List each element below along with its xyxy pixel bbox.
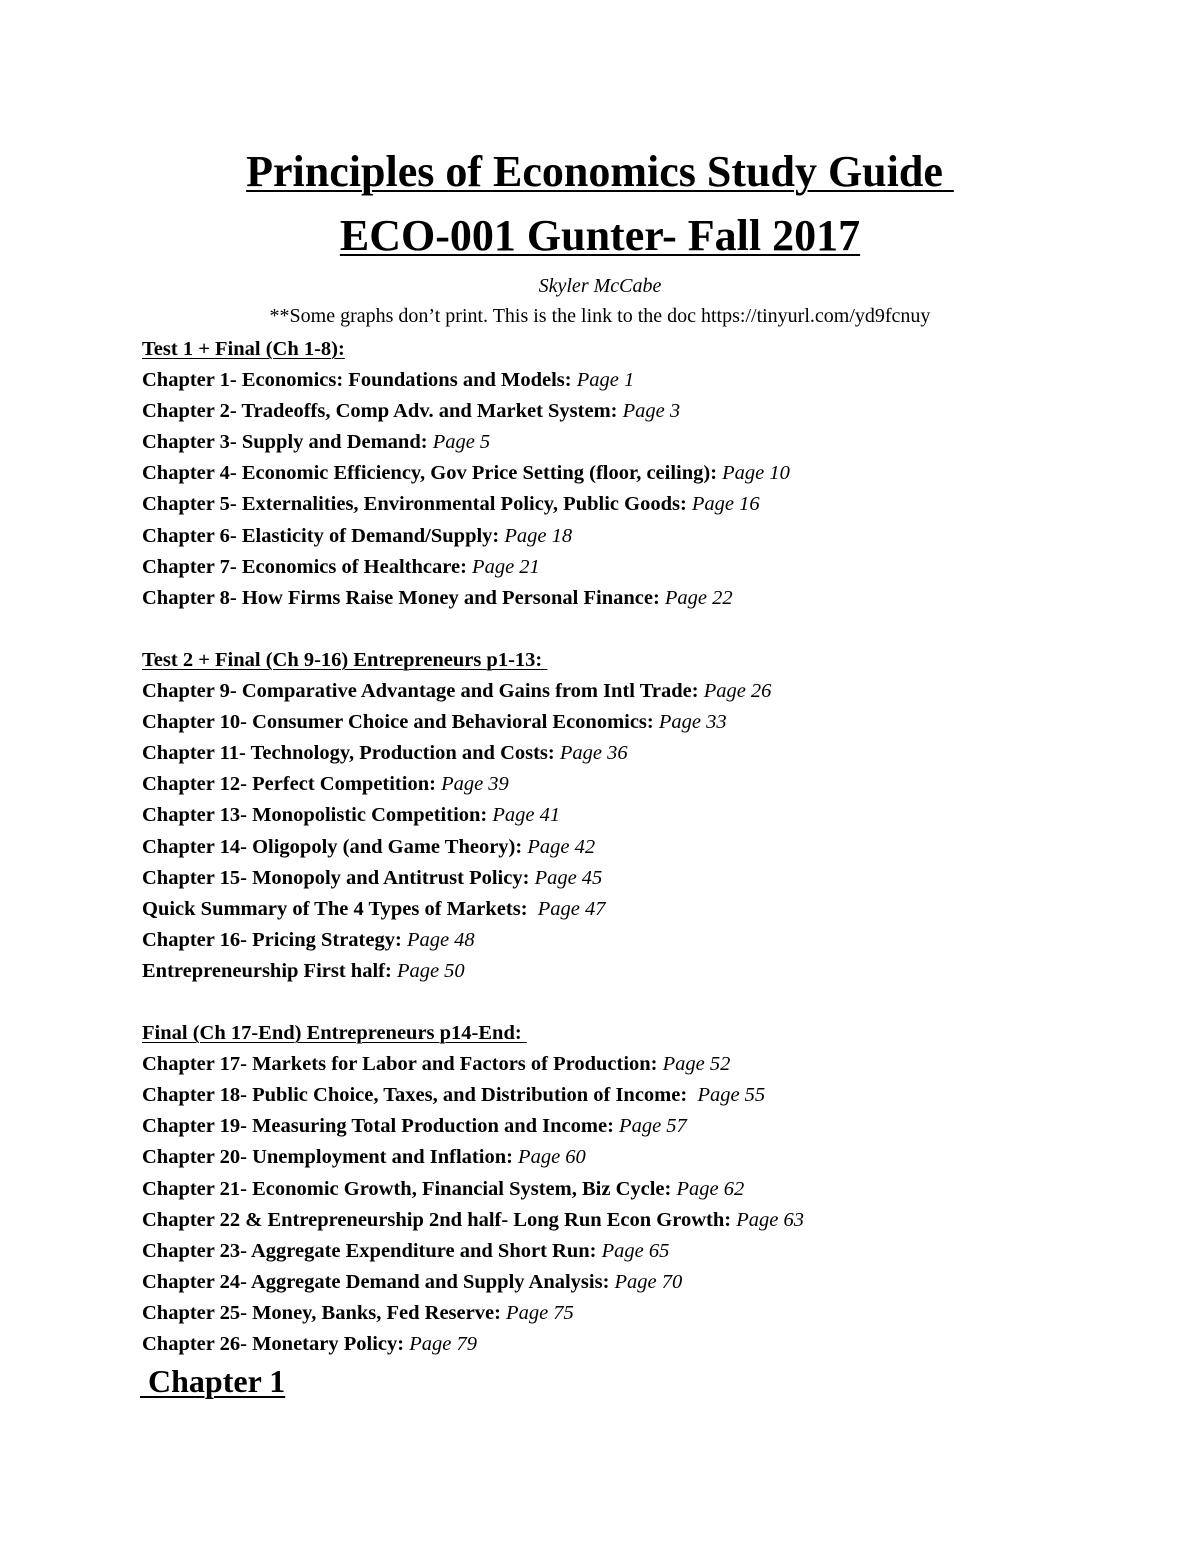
toc-entry-label: Chapter 18- Public Choice, Taxes, and Distribution of Income: xyxy=(142,1084,698,1107)
toc-entry-label: Chapter 17- Markets for Labor and Factors of Production: xyxy=(142,1053,663,1076)
document-subtitle: ECO-001 Gunter- Fall 2017 xyxy=(339,211,861,260)
toc-entry xyxy=(142,1049,1142,1080)
toc-entry xyxy=(142,956,1142,987)
toc-entry xyxy=(142,396,1142,427)
section-heading-text: Test 2 + Final (Ch 9-16) Entrepreneurs p1-13: xyxy=(142,648,548,671)
toc-entry-label: Chapter 13- Monopolistic Competition: xyxy=(142,804,493,827)
toc-entry-page: Page 18 xyxy=(504,524,573,547)
toc-entry-page: Page 47 xyxy=(537,897,606,920)
toc-entry xyxy=(142,1298,1142,1329)
toc-entry-page: Page 55 xyxy=(697,1084,766,1107)
toc-entry xyxy=(142,1329,1142,1360)
toc-entry-label: Chapter 26- Monetary Policy: xyxy=(142,1333,410,1355)
toc-entry xyxy=(142,1111,1142,1142)
toc-entry-label: Chapter 14- Oligopoly (and Game Theory): xyxy=(142,835,528,858)
toc-entry-page: Page 60 xyxy=(518,1146,586,1169)
toc-entry xyxy=(142,707,1142,738)
toc-entry xyxy=(142,676,1142,707)
toc-entry-page: Page 5 xyxy=(432,431,491,454)
toc-entry-label: Chapter 19- Measuring Total Production and Income: xyxy=(142,1115,620,1138)
toc-entry xyxy=(142,800,1142,831)
toc-entry-page: Page 33 xyxy=(658,711,727,734)
toc-entry-page: Page 63 xyxy=(736,1208,804,1231)
toc-entry-label: Chapter 22 & Entrepreneurship 2nd half- Long Run Econ Growth: xyxy=(142,1208,737,1231)
toc-entry-label: Chapter 7- Economics of Healthcare: xyxy=(142,555,473,578)
toc-entry-label: Chapter 12- Perfect Competition: xyxy=(142,773,442,796)
toc-entry-page: Page 65 xyxy=(601,1239,670,1262)
toc-entry-label: Chapter 9- Comparative Advantage and Gains from Intl Trade: xyxy=(142,680,704,703)
toc-entry-page: Page 10 xyxy=(722,462,790,485)
toc-entry xyxy=(142,1267,1142,1298)
toc-entry xyxy=(142,832,1142,863)
toc-entry-label: Chapter 16- Pricing Strategy: xyxy=(142,928,407,951)
toc-entry-page: Page 42 xyxy=(527,835,596,858)
toc-entry-page: Page 75 xyxy=(506,1301,574,1324)
toc-entry-label: Chapter 6- Elasticity of Demand/Supply: xyxy=(142,524,505,547)
toc-entry-page: Page 22 xyxy=(664,586,733,609)
toc-entry xyxy=(142,863,1142,894)
toc-entry-page: Page 21 xyxy=(472,555,540,578)
toc-entry-label: Entrepreneurship First half: xyxy=(142,959,397,982)
toc-entry xyxy=(142,489,1142,520)
table-of-contents xyxy=(142,334,1142,1360)
toc-entry-label: Chapter 2- Tradeoffs, Comp Adv. and Market System: xyxy=(142,400,623,423)
toc-entry-label: Chapter 11- Technology, Production and Costs: xyxy=(142,742,560,765)
toc-entry-page: Page 79 xyxy=(409,1333,477,1355)
toc-entry-label: Chapter 3- Supply and Demand: xyxy=(142,431,433,454)
toc-entry xyxy=(142,427,1142,458)
toc-entry-label: Chapter 10- Consumer Choice and Behavioral Economics: xyxy=(142,711,659,734)
chapter-heading: Chapter 1 xyxy=(140,1363,286,1399)
section-heading xyxy=(142,1018,1142,1049)
toc-entry xyxy=(142,458,1142,489)
toc-entry-page: Page 39 xyxy=(441,773,509,796)
section-heading-text: Test 1 + Final (Ch 1-8): xyxy=(142,338,345,360)
section-spacer xyxy=(142,987,1142,1018)
toc-entry-page: Page 1 xyxy=(576,369,635,392)
toc-entry xyxy=(142,1080,1142,1111)
toc-entry-label: Chapter 21- Economic Growth, Financial System, Biz Cycle: xyxy=(142,1177,677,1200)
toc-entry-page: Page 45 xyxy=(534,866,603,889)
toc-entry-label: Chapter 15- Monopoly and Antitrust Policy: xyxy=(142,866,535,889)
section-heading xyxy=(142,645,1142,676)
toc-entry-label: Quick Summary of The 4 Types of Markets: xyxy=(142,897,538,920)
toc-entry-page: Page 57 xyxy=(619,1115,687,1138)
toc-entry-label: Chapter 24- Aggregate Demand and Supply Analysis: xyxy=(142,1270,615,1293)
section-heading xyxy=(142,334,1142,365)
toc-entry xyxy=(142,583,1142,614)
toc-entry-label: Chapter 25- Money, Banks, Fed Reserve: xyxy=(142,1301,507,1324)
toc-entry-label: Chapter 1- Economics: Foundations and Models: xyxy=(142,369,577,392)
toc-entry xyxy=(142,1174,1142,1205)
toc-entry-page: Page 3 xyxy=(622,400,681,423)
toc-entry-label: Chapter 5- Externalities, Environmental Policy, Public Goods: xyxy=(142,493,692,516)
toc-entry xyxy=(142,365,1142,396)
toc-entry xyxy=(142,521,1142,552)
author-name: Skyler McCabe xyxy=(538,275,662,297)
toc-entry xyxy=(142,1142,1142,1173)
toc-entry-page: Page 26 xyxy=(703,680,772,703)
toc-entry xyxy=(142,1236,1142,1267)
toc-entry-page: Page 48 xyxy=(406,928,475,951)
graphs-note: **Some graphs don’t print. This is the link to the doc https://tinyurl.com/yd9fcnuy xyxy=(269,305,931,327)
toc-entry xyxy=(142,1205,1142,1236)
document-title: Principles of Economics Study Guide xyxy=(246,147,954,196)
toc-entry xyxy=(142,769,1142,800)
toc-entry-page: Page 70 xyxy=(614,1270,683,1293)
toc-entry-page: Page 41 xyxy=(492,804,561,827)
toc-entry-label: Chapter 4- Economic Efficiency, Gov Price Setting (floor, ceiling): xyxy=(142,462,723,485)
toc-entry-page: Page 16 xyxy=(691,493,760,516)
toc-entry-label: Chapter 23- Aggregate Expenditure and Short Run: xyxy=(142,1239,602,1262)
section-heading-text: Final (Ch 17-End) Entrepreneurs p14-End: xyxy=(142,1022,527,1045)
toc-entry xyxy=(142,925,1142,956)
toc-entry-page: Page 50 xyxy=(396,959,465,982)
toc-entry xyxy=(142,552,1142,583)
section-spacer xyxy=(142,614,1142,645)
toc-entry-label: Chapter 8- How Firms Raise Money and Personal Finance: xyxy=(142,586,665,609)
toc-entry-page: Page 52 xyxy=(662,1053,731,1076)
toc-entry-label: Chapter 20- Unemployment and Inflation: xyxy=(142,1146,519,1169)
toc-entry-page: Page 62 xyxy=(676,1177,745,1200)
toc-entry xyxy=(142,894,1142,925)
toc-entry-page: Page 36 xyxy=(559,742,628,765)
toc-entry xyxy=(142,738,1142,769)
